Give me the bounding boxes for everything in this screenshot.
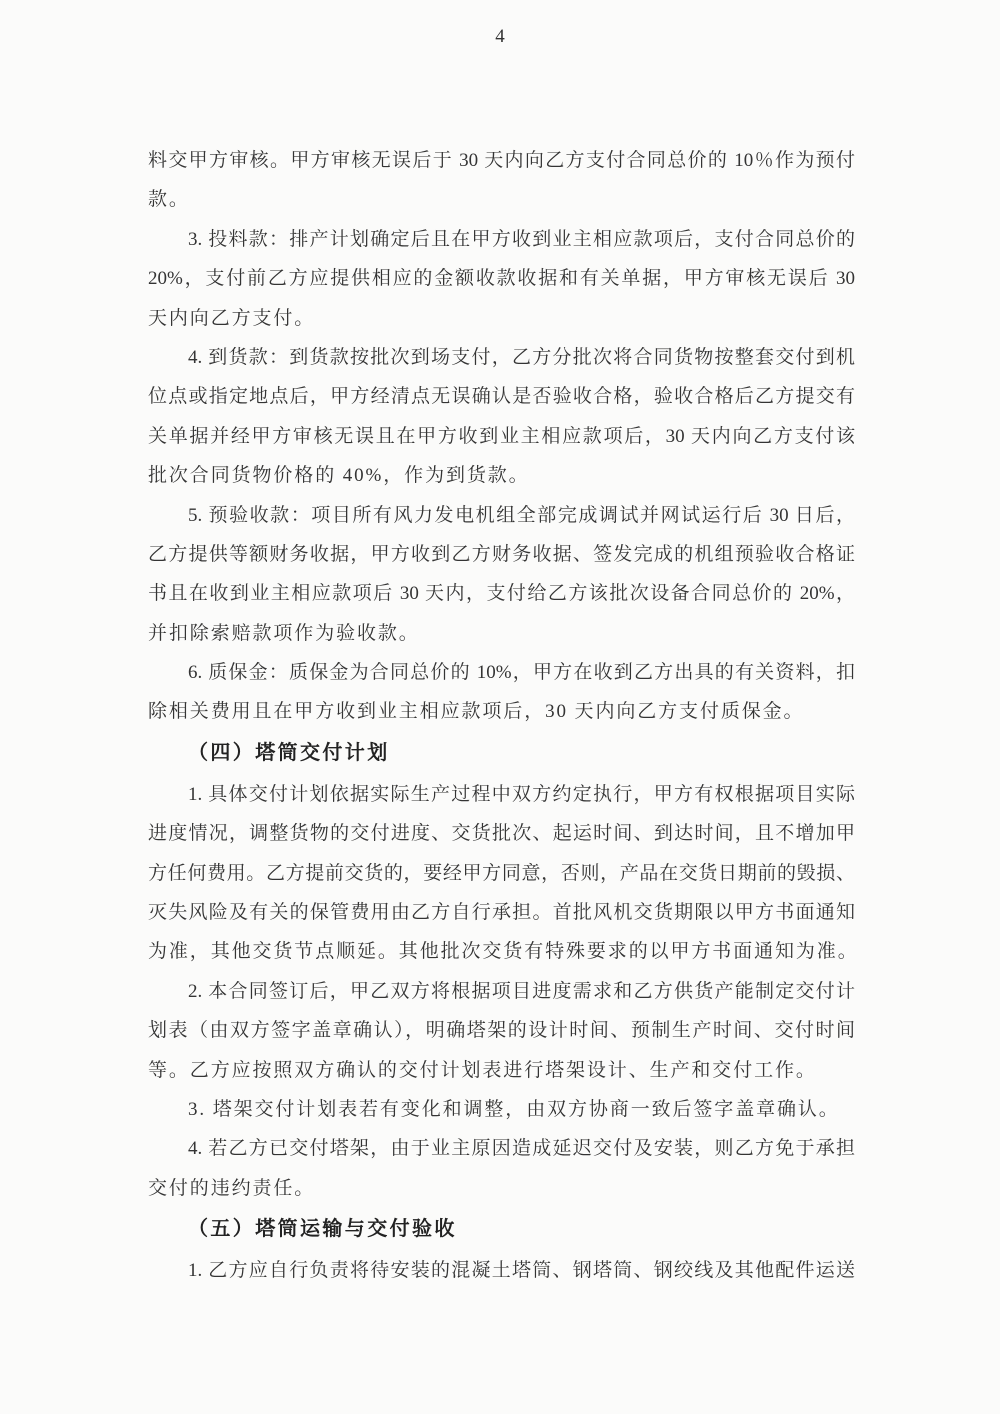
paragraph-line: 灭失风险及有关的保管费用由乙方自行承担。首批风机交货期限以甲方书面通知	[148, 902, 855, 924]
paragraph-line: 交付的违约责任。	[148, 1177, 316, 1199]
document-body	[148, 141, 859, 1291]
section-heading	[148, 1208, 855, 1251]
contract-paragraph	[148, 141, 855, 220]
paragraph-line: 划表（由双方签字盖章确认），明确塔架的设计时间、预制生产时间、交付时间	[148, 1020, 855, 1042]
paragraph-line: 乙方提供等额财务收据，甲方收到乙方财务收据、签发完成的机组预验收合格证	[148, 543, 855, 565]
paragraph-line: 2. 本合同签订后，甲乙双方将根据项目进度需求和乙方供货产能制定交付计	[188, 980, 855, 1002]
contract-paragraph	[148, 1090, 855, 1129]
paragraph-line: 6. 质保金：质保金为合同总价的 10%，甲方在收到乙方出具的有关资料，扣	[188, 662, 855, 684]
paragraph-line: 书且在收到业主相应款项后 30 天内，支付给乙方该批次设备合同总价的 20%，	[148, 583, 855, 605]
paragraph-line: 3. 塔架交付计划表若有变化和调整，由双方协商一致后签字盖章确认。	[188, 1098, 840, 1120]
contract-paragraph	[148, 972, 855, 1090]
document-page	[0, 24, 1000, 1414]
contract-paragraph	[148, 1129, 855, 1208]
paragraph-line: 进度情况，调整货物的交付进度、交货批次、起运时间、到达时间，且不增加甲	[148, 823, 855, 845]
contract-paragraph	[148, 653, 855, 732]
paragraph-line: 天内向乙方支付。	[148, 307, 316, 329]
contract-paragraph	[148, 775, 859, 972]
paragraph-line: 3. 投料款：排产计划确定后且在甲方收到业主相应款项后，支付合同总价的	[188, 228, 855, 250]
paragraph-line: 4. 若乙方已交付塔架，由于业主原因造成延迟交付及安装，则乙方免于承担	[188, 1138, 855, 1160]
page-number: 4	[495, 26, 505, 47]
paragraph-line: 批次合同货物价格的 40%，作为到货款。	[148, 465, 530, 487]
heading-text: （五）塔筒运输与交付验收	[188, 1218, 457, 1241]
contract-paragraph	[148, 496, 855, 654]
contract-paragraph	[148, 220, 855, 338]
contract-paragraph	[148, 1251, 855, 1290]
paragraph-line: 等。乙方应按照双方确认的交付计划表进行塔架设计、生产和交付工作。	[148, 1059, 817, 1081]
paragraph-line: 5. 预验收款：项目所有风力发电机组全部完成调试并网试运行后 30 日后，	[188, 504, 855, 526]
heading-text: （四）塔筒交付计划	[188, 741, 390, 764]
paragraph-line: 位点或指定地点后，甲方经清点无误确认是否验收合格，验收合格后乙方提交有	[148, 386, 855, 408]
paragraph-line: 为准，其他交货节点顺延。其他批次交货有特殊要求的以甲方书面通知为准。	[148, 941, 859, 963]
paragraph-line: 料交甲方审核。甲方审核无误后于 30 天内向乙方支付合同总价的 10％作为预付	[148, 150, 855, 171]
paragraph-line: 20%，支付前乙方应提供相应的金额收款收据和有关单据，甲方审核无误后 30	[148, 268, 855, 290]
section-heading	[148, 732, 855, 775]
paragraph-line: 并扣除索赔款项作为验收款。	[148, 622, 420, 644]
paragraph-line: 除相关费用且在甲方收到业主相应款项后，30 天内向乙方支付质保金。	[148, 701, 805, 723]
paragraph-line: 方任何费用。乙方提前交货的，要经甲方同意，否则，产品在交货日期前的毁损、	[148, 862, 855, 884]
paragraph-line: 1. 乙方应自行负责将待安装的混凝土塔筒、钢塔筒、钢绞线及其他配件运送	[188, 1260, 855, 1282]
paragraph-line: 1. 具体交付计划依据实际生产过程中双方约定执行，甲方有权根据项目实际	[188, 783, 855, 805]
paragraph-line: 关单据并经甲方审核无误且在甲方收到业主相应款项后，30 天内向乙方支付该	[148, 425, 855, 447]
paragraph-line: 4. 到货款：到货款按批次到场支付，乙方分批次将合同货物按整套交付到机	[188, 346, 855, 368]
paragraph-line: 款。	[148, 189, 190, 211]
contract-paragraph	[148, 338, 855, 496]
